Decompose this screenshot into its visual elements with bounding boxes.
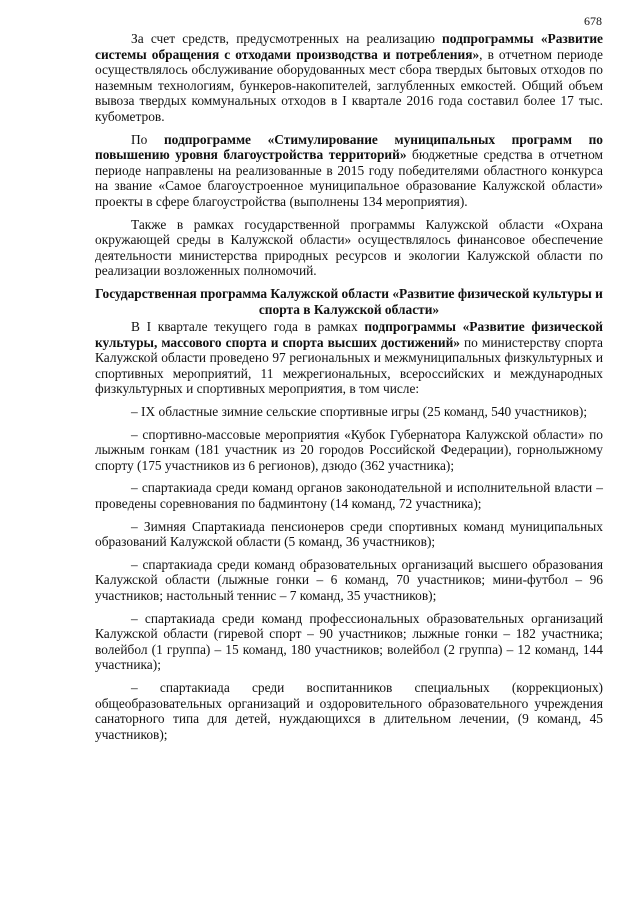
list-item: – спартакиада среди команд образовательных организаций высшего образования Калужской области (лыжные гонки – 6 команд, 70 участников; мини-футбол – 96 участников; настольный теннис – 7 команд, 35 участников);	[95, 556, 603, 603]
subprogram-name: подпрограмме «Стимулирование муниципальных программ по повышению уровня благоустройства территорий»	[95, 131, 603, 163]
page-number: 678	[584, 14, 602, 28]
paragraph-text: За счет средств, предусмотренных на реализацию	[131, 31, 443, 46]
paragraph-improvement-subprogram	[95, 132, 603, 210]
paragraph-waste-subprogram	[95, 31, 603, 125]
list-item: – Зимняя Спартакиада пенсионеров среди спортивных команд муниципальных образований Калужской области (5 команд, 36 участников);	[95, 518, 603, 550]
paragraph-text: бюджетные средства в отчетном периоде направлены на реализованные в 2015 году победителями областного конкурса на звание «Самое благоустроенное муниципальное образование Калужской области» проекты в сфере благоустройства (выполнены 134 мероприятия).	[95, 147, 603, 209]
subprogram-name: подпрограммы «Развитие физической культуры, массового спорта и спорта высших достижений»	[95, 319, 603, 350]
subprogram-name: подпрограммы «Развитие системы обращения с отходами производства и потребления»	[95, 31, 603, 62]
paragraph-text: по министерству спорта Калужской области проведено 97 региональных и межмуниципальных физкультурных и спортивных мероприятий, 11 межрегиональных, всероссийских и международных физкультурных и спортивных мероприятия, в том числе:	[95, 334, 603, 397]
section-heading: Государственная программа Калужской области «Развитие физической культуры и спорта в Калужской области»	[95, 285, 603, 317]
paragraph-sport-subprogram	[95, 319, 603, 397]
paragraph-text: В I квартале текущего года в рамках	[131, 319, 365, 335]
list-item: – спартакиада среди команд профессиональных образовательных организаций Калужской области (гиревой спорт – 90 участников; лыжные гонки – 182 участника; волейбол (1 группа) – 15 команд, 180 участников; волейбол (2 группа) – 12 команд, 144 участника);	[95, 610, 603, 673]
paragraph-environment-program: Также в рамках государственной программы Калужской области «Охрана окружающей среды в Калужской области» осуществлялось финансовое обеспечение деятельности министерства природных ресурсов и экологии Калужской области по реализации возложенных полномочий.	[95, 216, 603, 279]
paragraph-text: По	[131, 131, 164, 147]
list-item: – спартакиада среди команд органов законодательной и исполнительной власти – проведены соревнования по бадминтону (14 команд, 72 участника);	[95, 480, 603, 512]
paragraph-text: , в отчетном периоде осуществлялось обслуживание оборудованных мест сбора твердых бытовых отходов по наземным технологиям, бункеров-накопителей, заглубленных емкостей. Общий объем вывоза твердых коммунальных отходов в I квартале 2016 года составил более 17 тыс. кубометров.	[95, 46, 603, 124]
list-item: – спортивно-массовые мероприятия «Кубок Губернатора Калужской области» по лыжным гонкам (181 участник из 20 городов Российской Федерации), горнолыжному спорту (175 участников из 6 регионов), дзюдо (362 участника);	[95, 426, 603, 473]
list-item: – IX областные зимние сельские спортивные игры (25 команд, 540 участников);	[131, 404, 588, 420]
list-item: – спартакиада среди воспитанников специальных (коррекционых) общеобразовательных организаций и оздоровительного образовательного учреждения санаторного типа для детей, нуждающихся в длительном лечении, (9 команд, 45 участников);	[95, 679, 603, 742]
document-body	[95, 31, 603, 749]
